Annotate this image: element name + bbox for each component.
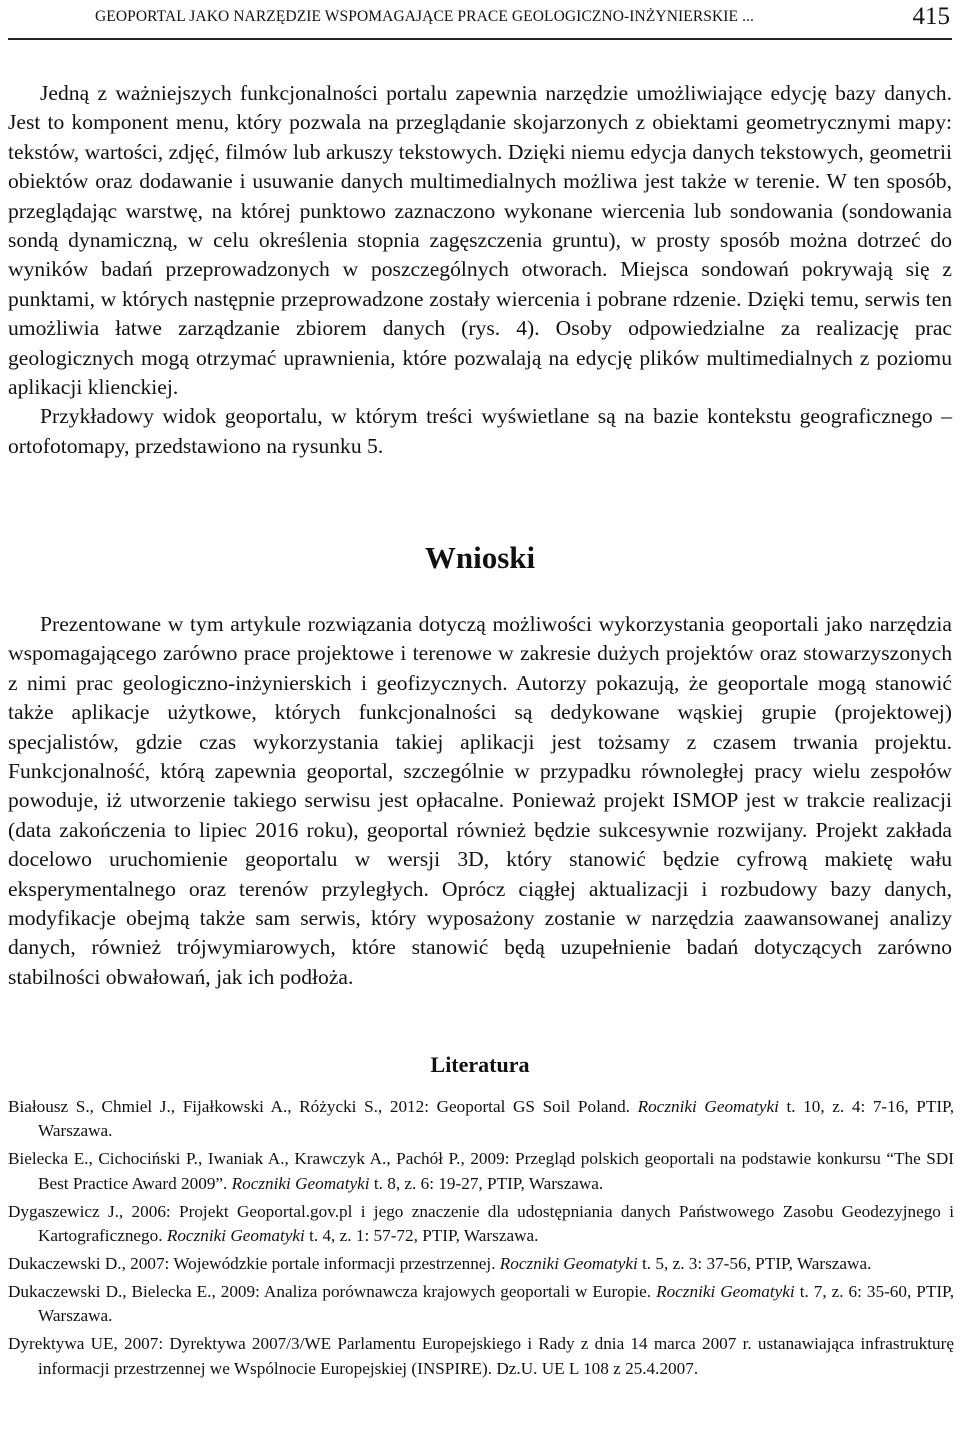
references-heading: Literatura (430, 1052, 530, 1077)
conclusions-body (8, 610, 952, 992)
reference-journal: Roczniki Geomatyki (499, 1253, 638, 1273)
body-section-1 (8, 79, 952, 461)
reference-item (8, 1147, 954, 1196)
reference-item (8, 1200, 954, 1249)
reference-item (8, 1280, 954, 1329)
reference-journal: Roczniki Geomatyki (637, 1097, 779, 1116)
reference-item (8, 1095, 954, 1144)
body-paragraph: Przykładowy widok geoportalu, w którym treści wyświetlane są na bazie kontekstu geograficznego – ortofotomapy, przedstawiono na rysunku 5. (8, 404, 952, 458)
reference-text: Bielecka E., Cichociński P., Iwaniak A., Krawczyk A., Pachół P., 2009: Przegląd polskich geoportali na podstawie konkursu “The SDI Best Practice Award 2009”. (8, 1149, 954, 1193)
page-number: 415 (912, 3, 950, 30)
reference-journal: Roczniki Geomatyki (231, 1173, 370, 1193)
reference-text: Dukaczewski D., Bielecka E., 2009: Analiza porównawcza krajowych geoportali w Europie. (8, 1281, 657, 1301)
conclusions-paragraph: Prezentowane w tym artykule rozwiązania dotyczą możliwości wykorzystania geoportali jako narzędzia wspomagającego zarówno prace projektowe i terenowe w zakresie dużych projektów oraz stowarzyszonych z nimi prac geologiczno-inżynierskich i geofizycznych. Autorzy pokazują, że geoportale mogą stanowić także aplikacje użytkowe, których funkcjonalności są dedykowane wąskiej grupie (projektowej) specjalistów, gdzie czas wykorzystania takiej aplikacji jest tożsamy z czasem trwania projektu. Funkcjonalność, którą zapewnia geoportal, szczególnie w przypadku równoległej pracy wielu zespołów powoduje, iż utworzenie takiego serwisu jest opłacalne. Ponieważ projekt ISMOP jest w trakcie realizacji (data zakończenia to lipiec 2016 roku), geoportal również będzie sukcesywnie rozwijany. Projekt zakłada docelowo uruchomienie geoportalu w wersji 3D, który stanowić będzie cyfrową makietę wału eksperymentalnego oraz terenów przyległych. Oprócz ciągłej aktualizacji i rozbudowy bazy danych, modyfikacje obejmą także sam serwis, który wyposażony zostanie w narzędzia zaawansowanej analizy danych, również trójwymiarowych, które stanowić będą uzupełnienie badań dotyczących zarówno stabilności obwałowań, jak ich podłoża. (8, 612, 952, 989)
reference-journal: Roczniki Geomatyki (166, 1226, 305, 1246)
reference-journal: Roczniki Geomatyki (656, 1281, 795, 1301)
reference-details: t. 10, z. 4: 7-16, PTIP, Warszawa. (38, 1097, 955, 1141)
reference-details: t. 7, z. 6: 35-60, PTIP, Warszawa. (38, 1281, 954, 1326)
running-title: GEOPORTAL JAKO NARZĘDZIE WSPOMAGAJĄCE PRACE GEOLOGICZNO-INŻYNIERSKIE ... (95, 8, 755, 25)
reference-list (8, 1095, 954, 1384)
reference-details: t. 4, z. 1: 57-72, PTIP, Warszawa. (304, 1226, 539, 1246)
reference-text: Dyrektywa UE, 2007: Dyrektywa 2007/3/WE Parlamentu Europejskiego i Rady z dnia 14 marca 2007 r. ustanawiająca infrastrukturę informacji przestrzennej we Wspólnocie Europejskiej (INSPIRE). Dz.U. UE L 108 z 25.4.2007. (8, 1334, 954, 1378)
conclusions-heading: Wnioski (424, 540, 536, 575)
running-header (8, 0, 952, 40)
reference-text: Dukaczewski D., 2007: Wojewódzkie portale informacji przestrzennej. (8, 1253, 500, 1273)
reference-item (8, 1332, 954, 1381)
reference-details: t. 5, z. 3: 37-56, PTIP, Warszawa. (637, 1253, 872, 1273)
reference-item (8, 1252, 954, 1276)
body-paragraph: Jedną z ważniejszych funkcjonalności portalu zapewnia narzędzie umożliwiające edycję bazy danych. Jest to komponent menu, który pozwala na przeglądanie skojarzonych z obiektami geometrycznymi mapy: tekstów, wartości, zdjęć, filmów lub arkuszy tekstowych. Dzięki niemu edycja danych tekstowych, geometrii obiektów oraz dodawanie i usuwanie danych multimedialnych możliwa jest także w terenie. W ten sposób, przeglądając warstwę, na której punktowo zaznaczono wykonane wiercenia lub sondowania (sondowania sondą dynamiczną, w celu określenia stopnia zagęszczenia gruntu), w prosty sposób można dotrzeć do wyników badań przeprowadzonych w poszczególnych otworach. Miejsca sondowań pokrywają się z punktami, w których następnie przeprowadzone zostały wiercenia i pobrane rdzenie. Dzięki temu, serwis ten umożliwia łatwe zarządzanie zbiorem danych (rys. 4). Osoby odpowiedzialne za realizację prac geologicznych mogą otrzymać uprawnienia, które pozwalają na edycję plików multimedialnych z poziomu aplikacji klienckiej. (8, 81, 952, 400)
reference-details: t. 8, z. 6: 19-27, PTIP, Warszawa. (369, 1173, 604, 1193)
reference-text: Dygaszewicz J., 2006: Projekt Geoportal.gov.pl i jego znaczenie dla udostępniania danych Państwowego Zasobu Geodezyjnego i Kartograficznego. (8, 1201, 954, 1246)
reference-text: Białousz S., Chmiel J., Fijałkowski A., Różycki S., 2012: Geoportal GS Soil Poland. (8, 1097, 638, 1116)
